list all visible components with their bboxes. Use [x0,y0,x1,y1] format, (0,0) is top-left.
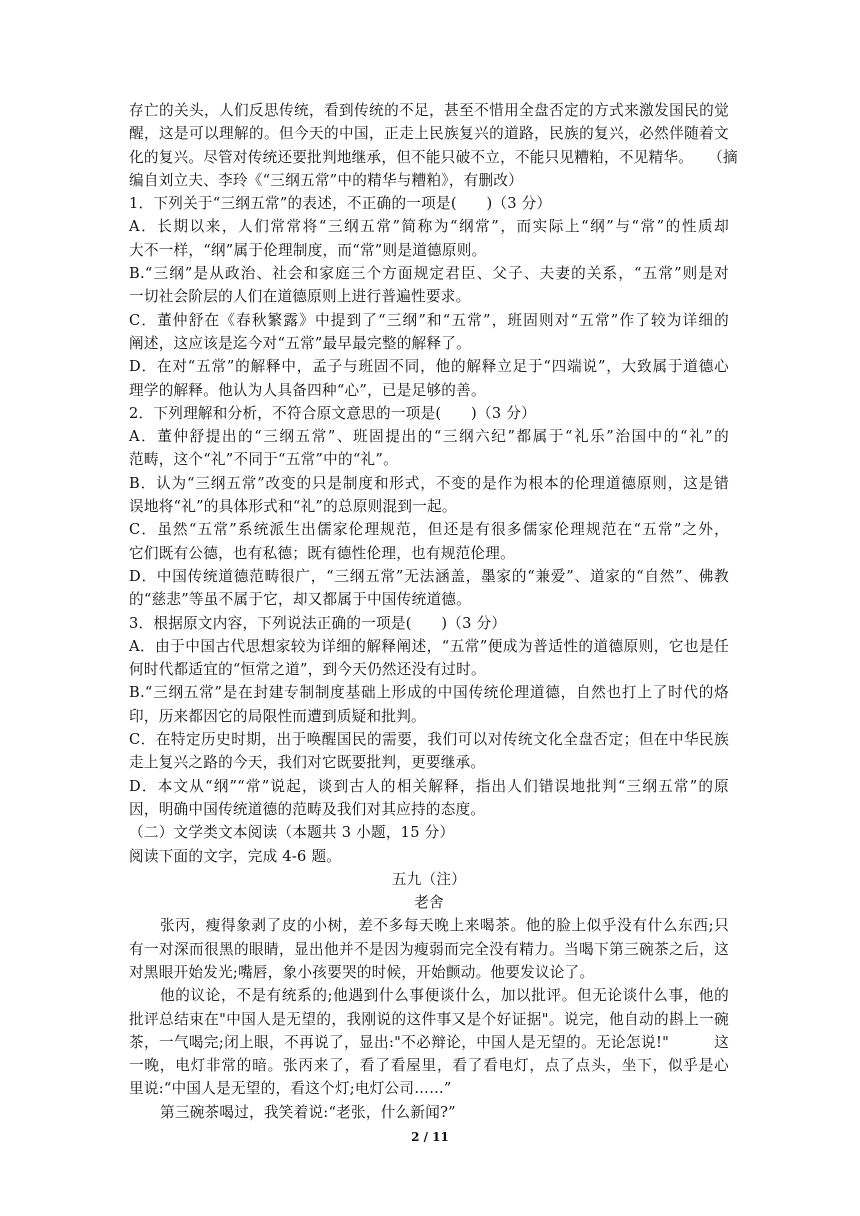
text-line: A．长期以来，人们常常将“三纲五常”简称为“纲常”，而实际上“纲”与“常”的性质却 [129,218,729,236]
text-line: 它们既有公德，也有私德；既有德性伦理，也有规范伦理。 [129,544,515,562]
text-line: D．本文从“纲”“常”说起，谈到古人的相关解释，指出人们错误地批判“三纲五常”的原 [129,777,729,795]
text-line: 编自刘立夫、李玲《“三纲五常”中的精华与糟粕》，有删改） [129,171,524,189]
text-line: D．在对“五常”的解释中，孟子与班固不同，他的解释立足于“四端说”，大致属于道德心 [129,358,729,376]
page-number: 2 / 11 [411,1130,449,1144]
text-line: 茶，一气喝完;闭上眼，不再说了，显出:"不必辩论，中国人是无望的。无论怎说!" 这 [129,1033,729,1051]
text-line: B.“三纲”是从政治、社会和家庭三个方面规定君臣、父子、夫妻的关系，“五常”则是对 [129,265,729,283]
text-line: 张丙，瘦得象剥了皮的小树，差不多每天晚上来喝茶。他的脸上似乎没有什么东西;只 [160,917,729,935]
text-line: 批评总结束在"中国人是无望的，我刚说的这件事又是个好证据"。说完，他自动的斟上一碗 [129,1010,729,1028]
text-line: 对黑眼开始发光;嘴唇，象小孩要哭的时候，开始颤动。他要发议论了。 [129,963,595,981]
text-line: 2．下列理解和分析，不符合原文意思的一项是( )（3 分） [129,404,536,422]
text-line: 1．下列关于“三纲五常”的表述，不正确的一项是( )（3 分） [129,195,552,213]
text-line: （二）文学类文本阅读（本题共 3 小题，15 分） [129,824,455,842]
text-line: A．董仲舒提出的“三纲五常”、班固提出的“三纲六纪”都属于“礼乐”治国中的“礼”的 [129,428,729,446]
text-line: 五九（注） [391,870,467,888]
text-line: 3．根据原文内容，下列说法正确的一项是( )（3 分） [129,614,507,632]
text-line: C．董仲舒在《春秋繁露》中提到了“三纲”和“五常”，班固则对“五常”作了较为详细的 [129,311,729,329]
text-line: 醒，这是可以理解的。但今天的中国，正走上民族复兴的道路，民族的复兴，必然伴随着文 [129,125,729,143]
text-line: 他的议论，不是有统系的;他遇到什么事便谈什么，加以批评。但无论谈什么事，他的 [160,987,729,1005]
text-line: 理学的解释。他认为人具备四种“心”，已是足够的善。 [129,381,486,399]
text-line: 阅读下面的文字，完成 4-6 题。 [129,847,342,865]
text-line: 化的复兴。尽管对传统还要批判地继承，但不能只破不立，不能只见糟粕，不见精华。 （摘 [129,148,738,166]
text-line: B．认为“三纲五常”改变的只是制度和形式，不变的是作为根本的伦理道德原则，这是错 [129,474,729,492]
text-line: 误地将“礼”的具体形式和“礼”的总原则混到一起。 [129,498,457,516]
text-line: 老舍 [414,894,444,912]
text-line: 走上复兴之路的今天，我们对它既要批判，更要继承。 [129,754,486,772]
text-line: 一切社会阶层的人们在道德原则上进行普遍性要求。 [129,288,471,306]
text-line: C．在特定历史时期，出于唤醒国民的需要，我们可以对传统文化全盘否定；但在中华民族 [129,731,729,749]
text-line: 第三碗茶喝过，我笑着说:“老张，什么新闻?” [160,1103,456,1121]
text-line: 何时代都适宜的“恒常之道”，到今天仍然还没有过时。 [129,661,486,679]
document-body [129,99,738,1124]
text-line: A．由于中国古代思想家较为详细的解释阐述，“五常”便成为普适性的道德原则，它也是任 [129,637,729,655]
text-line: 印，历来都因它的局限性而遭到质疑和批判。 [129,707,426,725]
text-line: 有一对深而很黑的眼睛，显出他并不是因为瘦弱而完全没有精力。当喝下第三碗茶之后，这 [129,940,729,958]
text-line: C．虽然“五常”系统派生出儒家伦理规范，但还是有很多儒家伦理规范在“五常”之外， [129,521,729,539]
text-line: 大不一样，“纲”属于伦理制度，而“常”则是道德原则。 [129,241,487,259]
text-line: 存亡的关头，人们反思传统，看到传统的不足，甚至不惜用全盘否定的方式来激发国民的觉 [129,102,729,119]
text-line: 的“慈悲”等虽不属于它，却又都属于中国传统道德。 [129,591,471,609]
text-line: B.“三纲五常”是在封建专制制度基础上形成的中国传统伦理道德，自然也打上了时代的烙 [129,684,729,702]
text-line: 因，明确中国传统道德的范畴及我们对其应持的态度。 [129,800,486,818]
text-line: 范畴，这个“礼”不同于“五常”中的“礼”。 [129,451,398,469]
text-line: 一晚，电灯非常的暗。张丙来了，看了看屋里，看了看电灯，点了点头，坐下，似乎是心 [129,1057,729,1075]
text-line: 里说:“中国人是无望的，看这个灯;电灯公司……” [129,1080,452,1098]
text-line: D．中国传统道德范畴很广，“三纲五常”无法涵盖，墨家的“兼爱”、道家的“自然”、佛教 [129,567,729,585]
text-line: 阐述，这应该是迄今对“五常”最早最完整的解释了。 [129,334,471,352]
